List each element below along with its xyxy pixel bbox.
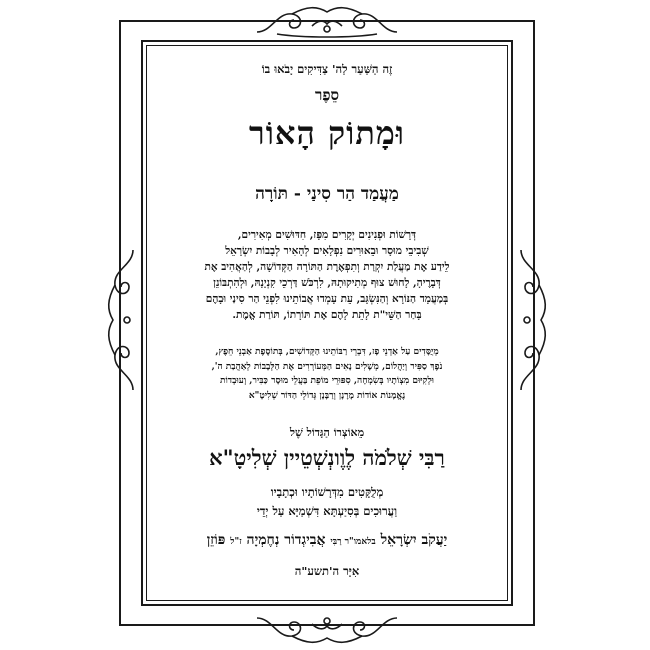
collected-line-1: מְלֻקָּטִים מִדְּרָשׁוֹתָיו וּכְתָבָיו [270, 485, 384, 499]
book-subtitle: מַעֲמַד הַר סִינַי - תּוֹרָה [255, 184, 399, 204]
right-scroll-ornament-icon [515, 245, 551, 395]
editor-name [152, 532, 502, 549]
description-line: לֵידַע אֶת מַעֲלַת יִקְרַת וְתִפְאֶרֶת הַתּוֹרָה הַקְּדוֹשָׁה, לְהַאֲהִיב אֶת [204, 261, 450, 273]
publication-date: אִיָּר ה'תשע"ה [294, 564, 360, 578]
foundation-paragraph [152, 345, 502, 403]
description-line: שְׁבִיבֵי מוּסָר וּבֵאוּרִים נִפְלָאִים לְהָאִיר לְבָבוֹת יִשְׂרָאֵל [225, 245, 429, 257]
editor-memorial-abbrev: ז"ל [230, 537, 242, 547]
top-scroll-ornament-icon [252, 2, 402, 38]
collected-line-2: וַעֲרוּכִים בְּסִיַעְתָּא דִּשְׁמַיָּא עַל יְדֵי [256, 504, 398, 518]
editor-surname: פּוֹזֵן [206, 532, 226, 548]
description-paragraph [152, 227, 502, 323]
description-line: בְּמַעֲמָד הַנּוֹרָא וְהַנִּשְׂגָּב, עֵת עָמְדוּ אֲבוֹתֵינוּ לִפְנֵי הַר סִינַי וּבָהֶם [205, 293, 449, 305]
editor-father-prefix: בלאמו"ר רַבִּי [330, 537, 376, 547]
bottom-scroll-ornament-icon [252, 612, 402, 648]
editor-first-name: יַעֲקֹב יִשְׂרָאֵל [380, 532, 448, 548]
description-line: בָּחַר הַשֵּׁי"ת לָתֵת לָהֶם אֶת תּוֹרָתוֹ, תּוֹרַת אֱמֶת. [232, 309, 422, 321]
title-page-content [152, 52, 502, 597]
from-treasury-label: מֵאוֹצְרוֹ הַגָּדוֹל שֶׁל [289, 426, 365, 439]
book-title: וּמָתוֹק הָאוֹר [249, 114, 405, 152]
description-line: דְּרָשׁוֹת וּפְנִינִים יְקָרִים מִפָּז, חִדּוּשִׁים מְאִירִים, [237, 229, 417, 241]
foundation-line: נֶאֱמָנוֹת אוֹדוֹת מָרָנָן וְרַבָּנָן גְּדוֹלֵי הַדּוֹר שְׁלִיטָ"א [248, 390, 406, 401]
opening-verse: זֶה הַשַּׁעַר לַה' צַדִּיקִים יָבֹאוּ בוֹ [261, 62, 393, 76]
sefer-label: סֵפֶר [314, 86, 340, 104]
author-name: רַבִּי שְׁלֹמֹה לֶוֶונְשְׁטֵיין שְׁלִיטָ"א [209, 445, 445, 470]
left-scroll-ornament-icon [103, 245, 139, 395]
editor-father-name: אֲבִיגְדוֹר נְחֶמְיָה [246, 532, 326, 548]
description-line: דְּבָרֶיהָ, לָחוּשׁ צוּף מְתִיקוּתָהּ, לִרְכֹּשׁ דַּרְכֵי קִנְיָנָהּ, וּלְהִתְבּוֹנֵן [213, 277, 441, 289]
foundation-line: נֹפֶךְ סַפִּיר וְיַהֲלוֹם, מְשָׁלִים נָאִים הַמְּעוֹרְרִים אֶת הַלְּבָבוֹת לְאַהֲבַת ה', [211, 361, 443, 372]
foundation-line: מְיֻסָּדִים עַל אַדְנֵי פָז, דִּבְרֵי רַבּוֹתֵינוּ הַקְּדוֹשִׁים, בְּתוֹסֶפֶת אַבְנֵי חֵפֶץ, [215, 347, 439, 357]
foundation-line: וּלְקִיּוּם מִצְוֹתָיו בְּשִׂמְחָה, סִפּוּרֵי מוֹפֵת בַּעֲלֵי מוּסָר כַּבִּיר, וְעוּבְדוֹת [220, 376, 434, 386]
